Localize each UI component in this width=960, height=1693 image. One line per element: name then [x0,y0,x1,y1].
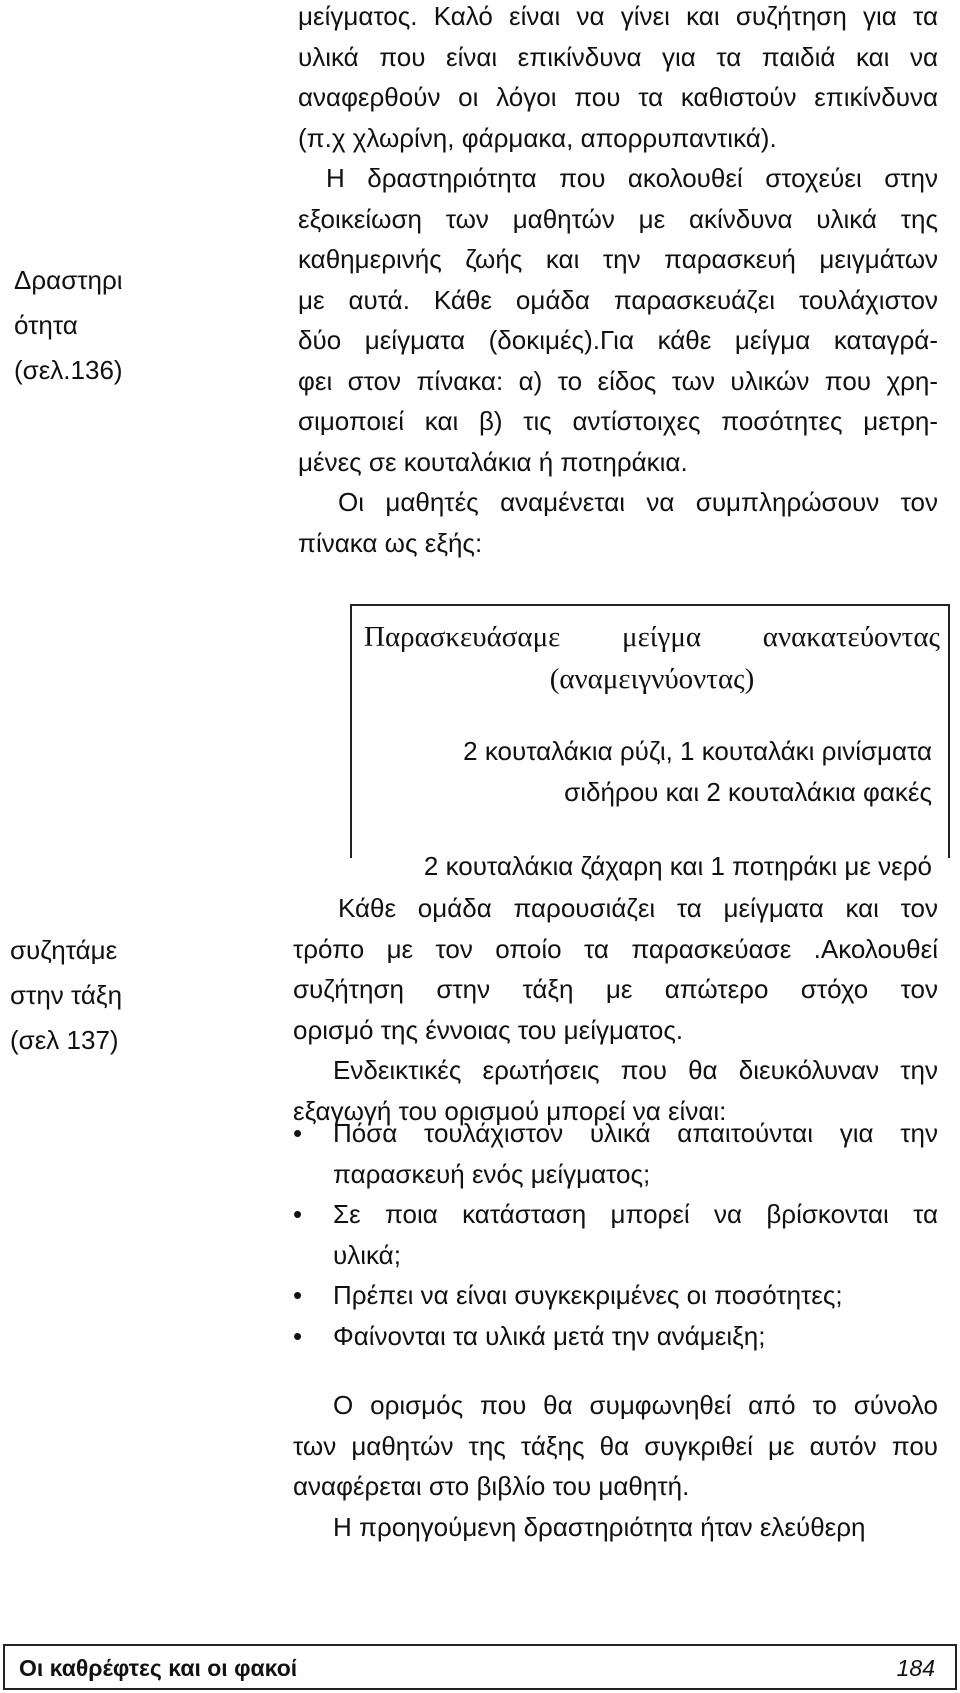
question-list [293,1113,938,1356]
chapter-title: Οι καθρέφτες και οι φακοί [19,1655,298,1681]
table-header-line: (αναμειγνύοντας) [549,663,755,695]
text-line: Κάθε ομάδα παρουσιάζει τα μείγματα και τον [338,893,938,923]
text-line: Ενδεικτικές ερωτήσεις που θα διευκόλυναν την [333,1055,938,1085]
text-line: εξαγωγή του ορισμού μπορεί να είναι: [293,1095,727,1126]
text-line: (π.χ χλωρίνη, φάρμακα, απορρυπαντικά). [298,122,777,153]
list-item-line: Πόσα τουλάχιστον υλικά απαιτούνται για την [333,1118,938,1148]
table-cell-line: 2 κουταλάκια ρύζι, 1 κουταλάκι ρινίσματα [463,736,932,766]
body-paragraphs-middle [293,888,938,1131]
list-item [293,1316,938,1357]
table-header [364,616,940,700]
text-line: Η δραστηριότητα που ακολουθεί στοχεύει στην [326,163,938,193]
bullet-icon: • [293,1199,303,1229]
text-line: μείγματος. Καλό είναι να γίνει και συζήτηση για τα [298,1,938,31]
text-line: τρόπο με τον οποίο τα παρασκεύασε .Ακολουθεί [293,933,938,964]
text-line: δύο μείγματα (δοκιμές).Για κάθε μείγμα καταγρά- [298,325,938,355]
text-line: πίνακα ως εξής: [298,527,483,558]
table-row [362,731,932,813]
margin-label-line: ότητα [14,310,78,340]
bullet-icon: • [293,1280,303,1310]
text-line: μένες σε κουταλάκια ή ποτηράκια. [298,446,688,477]
text-line: αναφέρεται στο βιβλίο του μαθητή. [293,1471,690,1501]
margin-label-line: (σελ.136) [14,355,123,385]
page-footer [3,1644,957,1690]
text-line: αναφερθούν οι λόγοι που τα καθιστούν επικίνδυνα [298,82,938,112]
margin-label-line: συζητάμε [10,935,118,965]
bullet-icon: • [293,1320,303,1351]
margin-label-line: (σελ 137) [10,1025,119,1055]
bullet-icon: • [293,1118,303,1148]
text-line: συζήτηση στην τάξη με απώτερο στόχο τον [293,974,938,1004]
page-number: 184 [896,1655,935,1681]
text-line: Ο ορισμός που θα συμφωνηθεί από το σύνολο [333,1390,938,1420]
list-item-line: Φαίνονται τα υλικά μετά την ανάμειξη; [333,1320,766,1351]
text-line: καθημερινής ζωής και την παρασκευή μειγμάτων [298,244,938,274]
text-line: σιμοποιεί και β) τις αντίστοιχες ποσότητες μετρη- [298,406,938,436]
table-row: 2 κουταλάκια ζάχαρη και 1 ποτηράκι με νερό [423,851,932,881]
text-line: με αυτά. Κάθε ομάδα παρασκευάζει τουλάχιστον [298,284,938,315]
margin-label-activity [14,258,154,393]
table-cell-line: σιδήρου και 2 κουταλάκια φακές [564,777,932,807]
list-item-line: υλικά; [333,1239,401,1270]
mixture-table [350,604,950,881]
list-item [293,1194,938,1275]
list-item-line: Πρέπει να είναι συγκεκριμένες οι ποσότητες; [333,1280,843,1310]
text-line: ορισμό της έννοιας του μείγματος. [293,1014,684,1045]
list-item [293,1275,938,1316]
body-paragraphs-top [298,0,938,563]
list-item-line: παρασκευή ενός μείγματος; [333,1158,651,1189]
text-line: φει στον πίνακα: α) το είδος των υλικών που χρη- [298,365,938,396]
margin-label-discuss [10,928,170,1063]
margin-label-line: στην τάξη [10,980,123,1010]
list-item [293,1113,938,1194]
text-line: υλικά που είναι επικίνδυνα για τα παιδιά και να [298,41,938,72]
margin-label-line: Δραστηρι [14,265,123,295]
text-line: των μαθητών της τάξης θα συγκριθεί με αυτόν που [293,1430,938,1461]
text-line: εξοικείωση των μαθητών με ακίνδυνα υλικά της [298,203,938,234]
table-header-line: Παρασκευάσαμε μείγμα ανακατεύοντας [364,621,940,653]
list-item-line: Σε ποια κατάσταση μπορεί να βρίσκονται τα [333,1199,938,1229]
body-paragraphs-bottom [293,1385,938,1547]
text-line: Η προηγούμενη δραστηριότητα ήταν ελεύθερη [333,1511,866,1542]
text-line: Οι μαθητές αναμένεται να συμπληρώσουν τον [338,487,938,517]
